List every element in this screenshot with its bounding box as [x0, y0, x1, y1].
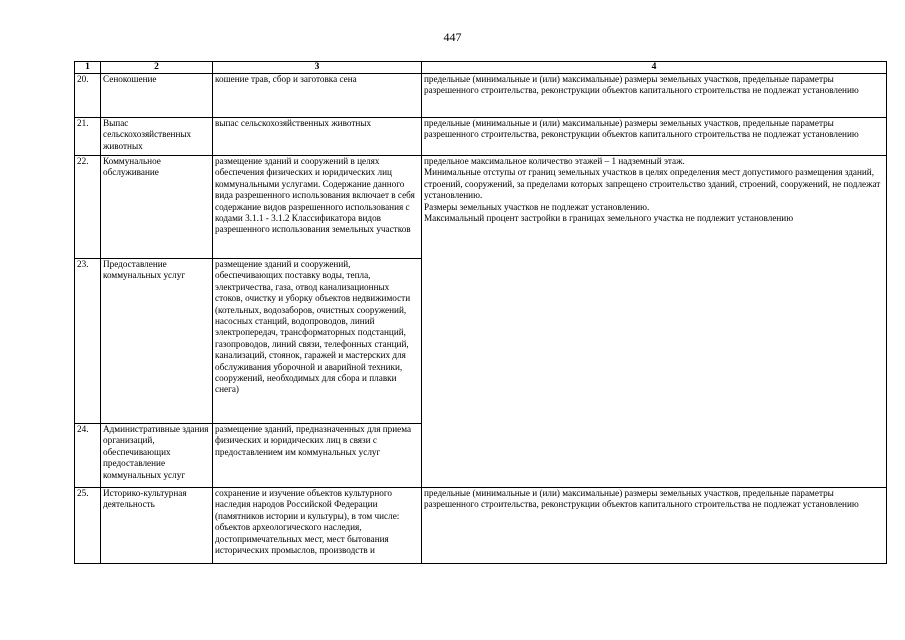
- table-header-row: [75, 62, 887, 74]
- row-number: 21.: [75, 118, 101, 156]
- land-use-table: [74, 61, 887, 564]
- table-row: [75, 118, 887, 156]
- use-description: размещение зданий, предназначенных для приема физических и юридических лиц в связи с предоставлением им коммунальных услуг: [213, 424, 422, 488]
- table-row: [75, 156, 887, 259]
- column-header: 1: [75, 62, 101, 74]
- use-parameters: предельные (минимальные и (или) максимальные) размеры земельных участков, предельные параметры разрешенного строительства, реконструкции объектов капитального строительства не подлежат установлению: [422, 488, 887, 564]
- column-header: 3: [213, 62, 422, 74]
- row-number: 23.: [75, 259, 101, 424]
- use-description: размещение зданий и сооружений в целях обеспечения физических и юридических лиц коммунальными услугами. Содержание данного вида разрешенного использования включает в себя содержание видов разрешенного использования с кодами 3.1.1 - 3.1.2 Классификатора видов разрешенного использования земельных участков: [213, 156, 422, 259]
- parameter-line: Минимальные отступы от границ земельных участков в целях определения мест допустимого размещения зданий, строений, сооружений, за пределами которых запрещено строительство зданий, строений, сооружений, не подлежат установлению.: [424, 167, 881, 201]
- row-number: 20.: [75, 74, 101, 118]
- use-description: кошение трав, сбор и заготовка сена: [213, 74, 422, 118]
- parameter-line: Максимальный процент застройки в границах земельного участка не подлежит установлению: [424, 213, 794, 224]
- use-name: Историко-культурная деятельность: [101, 488, 213, 564]
- use-name: Административные здания организаций, обеспечивающих предоставление коммунальных услуг: [101, 424, 213, 488]
- use-description: размещение зданий и сооружений, обеспечивающих поставку воды, тепла, электричества, газа, отвод канализационных стоков, очистку и уборку объектов недвижимости (котельных, водозаборов, очистных сооружений, насосных станций, водопроводов, линий электропередач, трансформаторных подстанций, газопроводов, линий связи, телефонных станций, канализаций, стоянок, гаражей и мастерских для обслуживания уборочной и аварийной техники, сооружений, необходимых для сбора и плавки снега): [213, 259, 422, 424]
- table-row: [75, 488, 887, 564]
- use-parameters: предельные (минимальные и (или) максимальные) размеры земельных участков, предельные параметры разрешенного строительства, реконструкции объектов капитального строительства не подлежат установлению: [422, 74, 887, 118]
- use-parameters: [422, 156, 887, 488]
- use-name: Коммунальное обслуживание: [101, 156, 213, 259]
- use-parameters: предельные (минимальные и (или) максимальные) размеры земельных участков, предельные параметры разрешенного строительства, реконструкции объектов капитального строительства не подлежат установлению: [422, 118, 887, 156]
- column-header: 4: [422, 62, 887, 74]
- row-number: 25.: [75, 488, 101, 564]
- column-header: 2: [101, 62, 213, 74]
- use-name: Сенокошение: [101, 74, 213, 118]
- use-name: Выпас сельскохозяйственных животных: [101, 118, 213, 156]
- use-description: сохранение и изучение объектов культурного наследия народов Российской Федерации (памятников истории и культуры), в том числе: объектов археологического наследия, достопримечательных мест, мест бытования исторических промыслов, производств и: [213, 488, 422, 564]
- parameter-line: Размеры земельных участков не подлежат установлению.: [424, 201, 650, 212]
- use-description: выпас сельскохозяйственных животных: [213, 118, 422, 156]
- page-number: 447: [443, 30, 462, 44]
- row-number: 22.: [75, 156, 101, 259]
- parameter-line: предельное максимальное количество этажей – 1 надземный этаж.: [424, 156, 685, 166]
- row-number: 24.: [75, 424, 101, 488]
- table-row: [75, 74, 887, 118]
- use-name: Предоставление коммунальных услуг: [101, 259, 213, 424]
